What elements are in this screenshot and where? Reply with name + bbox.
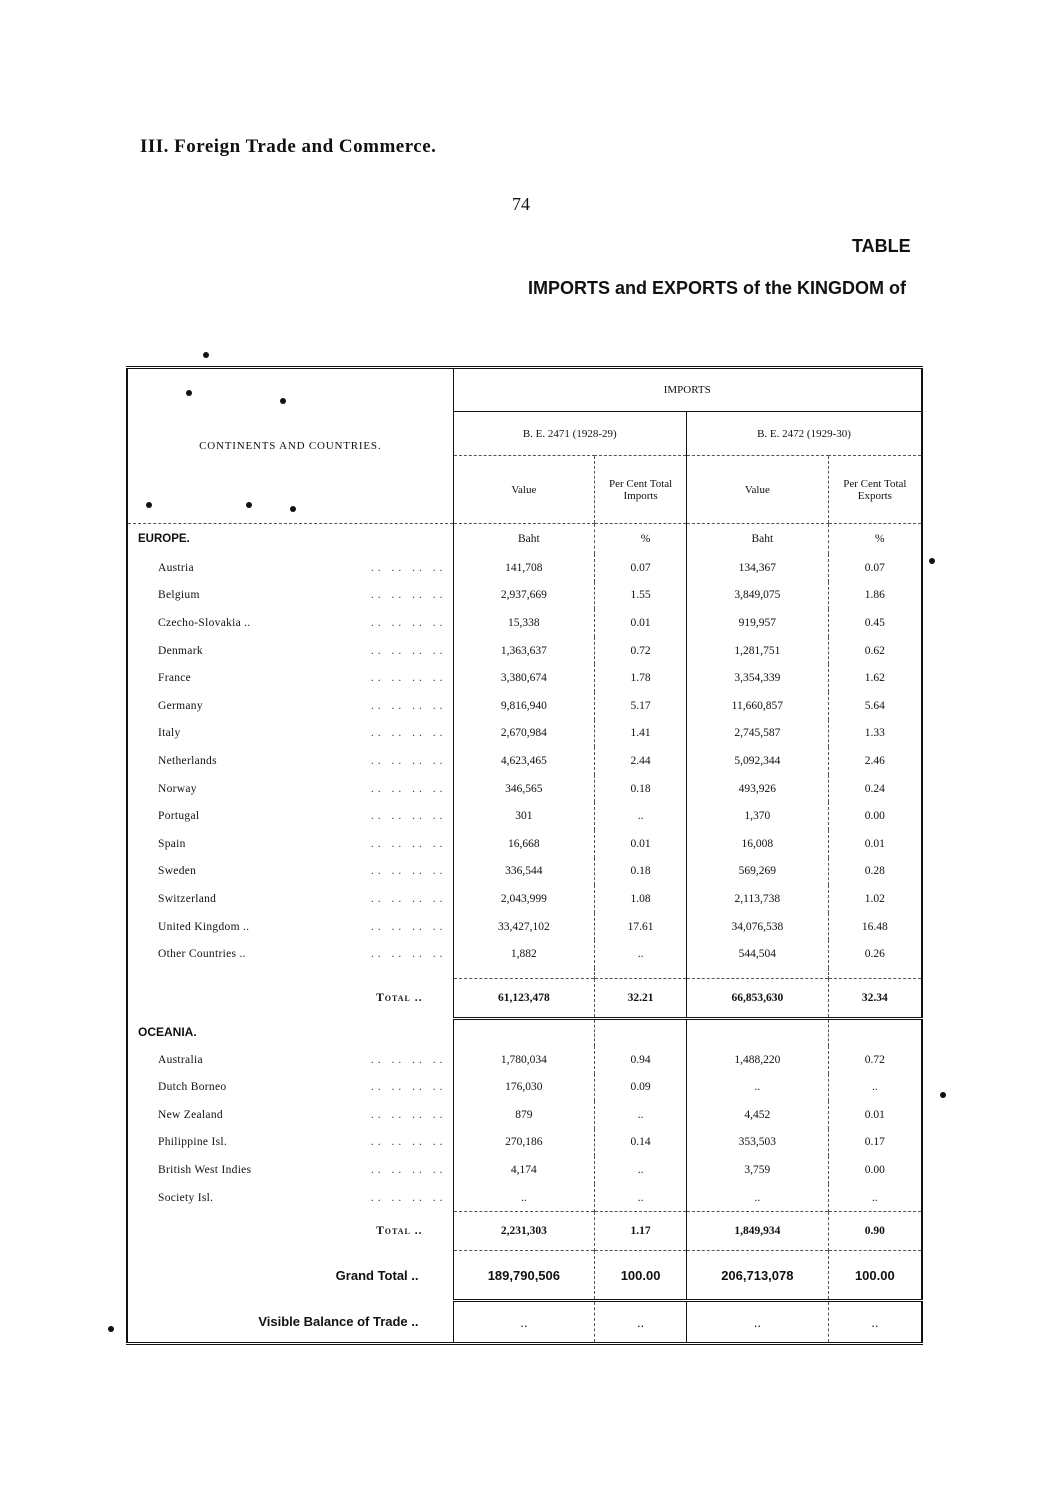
pct-cell: 0.72	[595, 637, 687, 665]
region-label-oceania: OCEANIA.	[138, 1025, 197, 1040]
country-name: Netherlands	[158, 754, 217, 767]
period-header-1929: B. E. 2472 (1929-30)	[686, 412, 922, 456]
table-row	[127, 1156, 922, 1184]
value-cell: 15,338	[453, 609, 595, 637]
country-name: Society Isl.	[158, 1191, 214, 1204]
table-row	[127, 775, 922, 803]
leader-dots: .. .. .. ..	[370, 561, 447, 574]
pct-cell: ..	[595, 1156, 687, 1184]
value-cell: 879	[453, 1101, 595, 1129]
value-cell: 1,488,220	[686, 1046, 828, 1074]
value-cell: 493,926	[686, 775, 828, 803]
table-row	[127, 858, 922, 886]
pct-cell: 0.07	[595, 554, 687, 582]
total-label: Total ..	[376, 992, 423, 1005]
pct-cell: 0.17	[828, 1129, 922, 1157]
country-name: Czecho-Slovakia ..	[158, 616, 251, 629]
value-cell: 919,957	[686, 609, 828, 637]
leader-dots: .. .. .. ..	[370, 837, 447, 850]
table-row	[127, 609, 922, 637]
unit-value-2: Baht	[686, 524, 828, 555]
value-cell: 2,113,738	[686, 885, 828, 913]
country-name: Austria	[158, 561, 194, 574]
pct-cell: 1.33	[828, 720, 922, 748]
value-cell: 3,354,339	[686, 664, 828, 692]
pct-cell: 100.00	[828, 1251, 922, 1301]
oceania-rows	[127, 1046, 922, 1212]
country-name: Sweden	[158, 865, 197, 878]
value-cell: 2,043,999	[453, 885, 595, 913]
leader-dots: .. .. .. ..	[370, 589, 447, 602]
leader-dots: .. .. .. ..	[370, 672, 447, 685]
value-cell: 66,853,630	[686, 978, 828, 1018]
value-cell: 5,092,344	[686, 747, 828, 775]
pct-cell: 0.14	[595, 1129, 687, 1157]
value-cell: 1,849,934	[686, 1212, 828, 1251]
country-name: Italy	[158, 727, 181, 740]
value-cell: ..	[686, 1184, 828, 1212]
pct-cell: 5.17	[595, 692, 687, 720]
pct-cell: ..	[595, 1101, 687, 1129]
pct-cell: 1.17	[595, 1212, 687, 1251]
pct-cell: 0.26	[828, 940, 922, 968]
value-cell: 33,427,102	[453, 913, 595, 941]
value-cell: 4,174	[453, 1156, 595, 1184]
total-label: Total ..	[376, 1225, 423, 1238]
pct-cell: ..	[595, 1184, 687, 1212]
value-cell: 3,849,075	[686, 582, 828, 610]
pct-cell: ..	[828, 1301, 922, 1344]
value-cell: 206,713,078	[686, 1251, 828, 1301]
value-cell: ..	[453, 1301, 595, 1344]
leader-dots: .. .. .. ..	[370, 1081, 447, 1094]
value-cell: 301	[453, 802, 595, 830]
oceania-total-row	[127, 1212, 922, 1251]
unit-pct-1: %	[595, 524, 687, 555]
pct-cell: 1.62	[828, 664, 922, 692]
pct-cell: 0.09	[595, 1074, 687, 1102]
pct-cell: 100.00	[595, 1251, 687, 1301]
pct-cell: 0.07	[828, 554, 922, 582]
table-row	[127, 885, 922, 913]
leader-dots: .. .. .. ..	[370, 1164, 447, 1177]
pct-cell: ..	[828, 1184, 922, 1212]
pct-cell: 1.55	[595, 582, 687, 610]
country-name: United Kingdom ..	[158, 920, 250, 933]
country-name: Belgium	[158, 589, 200, 602]
period-header-1928: B. E. 2471 (1928-29)	[453, 412, 686, 456]
pct-cell: 0.18	[595, 775, 687, 803]
country-name: New Zealand	[158, 1108, 223, 1121]
pct-cell: ..	[595, 940, 687, 968]
value-cell: 353,503	[686, 1129, 828, 1157]
leader-dots: .. .. .. ..	[370, 782, 447, 795]
pct-cell: 0.00	[828, 1156, 922, 1184]
value-cell: 2,231,303	[453, 1212, 595, 1251]
leader-dots: .. .. .. ..	[370, 1053, 447, 1066]
table-row	[127, 1046, 922, 1074]
pct-cell: 0.01	[828, 1101, 922, 1129]
unit-pct-2: %	[828, 524, 922, 555]
section-heading: III. Foreign Trade and Commerce.	[140, 136, 437, 157]
country-name: Portugal	[158, 810, 200, 823]
value-cell: 61,123,478	[453, 978, 595, 1018]
country-name: Australia	[158, 1053, 203, 1066]
leader-dots: .. .. .. ..	[370, 727, 447, 740]
value-cell: 1,780,034	[453, 1046, 595, 1074]
name-column-header: CONTINENTS AND COUNTRIES.	[127, 368, 453, 524]
leader-dots: .. .. .. ..	[370, 754, 447, 767]
value-cell: 34,076,538	[686, 913, 828, 941]
country-name: France	[158, 672, 192, 685]
scan-speck	[108, 1326, 114, 1332]
table-row	[127, 664, 922, 692]
region-label-europe: EUROPE.	[138, 533, 190, 545]
leader-dots: .. .. .. ..	[370, 865, 447, 878]
value-cell: 2,937,669	[453, 582, 595, 610]
pct-cell: 0.01	[828, 830, 922, 858]
scan-speck	[146, 502, 152, 508]
value-cell: 1,370	[686, 802, 828, 830]
visible-balance-label: Visible Balance of Trade ..	[258, 1314, 419, 1330]
value-cell: 569,269	[686, 858, 828, 886]
value-cell: 9,816,940	[453, 692, 595, 720]
table-row	[127, 720, 922, 748]
value-cell: 2,670,984	[453, 720, 595, 748]
leader-dots: .. .. .. ..	[370, 616, 447, 629]
europe-total-row	[127, 978, 922, 1018]
pct-cell: 1.41	[595, 720, 687, 748]
country-name: Other Countries ..	[158, 948, 246, 961]
pct-cell: 0.62	[828, 637, 922, 665]
leader-dots: .. .. .. ..	[370, 948, 447, 961]
scan-speck	[280, 398, 286, 404]
leader-dots: .. .. .. ..	[370, 1136, 447, 1149]
pct-cell: 2.46	[828, 747, 922, 775]
pct-header-1: Per Cent Total Imports	[595, 456, 687, 524]
table-row	[127, 637, 922, 665]
pct-cell: 1.02	[828, 885, 922, 913]
value-cell: 3,759	[686, 1156, 828, 1184]
country-name: Germany	[158, 699, 203, 712]
unit-value-1: Baht	[453, 524, 595, 555]
scan-speck	[940, 1092, 946, 1098]
pct-cell: 0.18	[595, 858, 687, 886]
value-cell: 544,504	[686, 940, 828, 968]
value-cell: 2,745,587	[686, 720, 828, 748]
trade-table	[126, 366, 923, 1345]
value-cell: 270,186	[453, 1129, 595, 1157]
value-cell: 176,030	[453, 1074, 595, 1102]
scan-speck	[929, 558, 935, 564]
leader-dots: .. .. .. ..	[370, 892, 447, 905]
page-number: 74	[512, 194, 530, 214]
pct-cell: 0.28	[828, 858, 922, 886]
pct-cell: 17.61	[595, 913, 687, 941]
table-row	[127, 1129, 922, 1157]
table-row	[127, 830, 922, 858]
value-header-1: Value	[453, 456, 595, 524]
pct-cell: 1.86	[828, 582, 922, 610]
pct-cell: 0.94	[595, 1046, 687, 1074]
value-cell: 141,708	[453, 554, 595, 582]
pct-cell: 0.01	[595, 830, 687, 858]
country-name: Norway	[158, 782, 197, 795]
table-row	[127, 692, 922, 720]
value-cell: 16,668	[453, 830, 595, 858]
pct-cell: 0.90	[828, 1212, 922, 1251]
country-name: Spain	[158, 837, 186, 850]
visible-balance-row	[127, 1301, 922, 1344]
scan-speck	[203, 352, 209, 358]
pct-cell: ..	[595, 1301, 687, 1344]
country-name: Philippine Isl.	[158, 1136, 228, 1149]
grand-total-label: Grand Total ..	[335, 1268, 419, 1284]
pct-cell: 0.45	[828, 609, 922, 637]
value-cell: 134,367	[686, 554, 828, 582]
table-row	[127, 940, 922, 968]
value-cell: 11,660,857	[686, 692, 828, 720]
country-name: British West Indies	[158, 1164, 252, 1177]
table-row	[127, 1074, 922, 1102]
table-row	[127, 747, 922, 775]
leader-dots: .. .. .. ..	[370, 699, 447, 712]
value-cell: 189,790,506	[453, 1251, 595, 1301]
table-title: IMPORTS and EXPORTS of the KINGDOM of	[528, 278, 906, 298]
pct-cell: 0.01	[595, 609, 687, 637]
pct-cell: 0.00	[828, 802, 922, 830]
scan-speck	[290, 506, 296, 512]
value-cell: 4,452	[686, 1101, 828, 1129]
value-cell: ..	[453, 1184, 595, 1212]
leader-dots: .. .. .. ..	[370, 1108, 447, 1121]
value-cell: 336,544	[453, 858, 595, 886]
value-cell: 1,882	[453, 940, 595, 968]
value-header-2: Value	[686, 456, 828, 524]
pct-cell: 0.72	[828, 1046, 922, 1074]
pct-cell: 1.78	[595, 664, 687, 692]
leader-dots: .. .. .. ..	[370, 644, 447, 657]
table-row	[127, 554, 922, 582]
pct-cell: 5.64	[828, 692, 922, 720]
pct-cell: 32.21	[595, 978, 687, 1018]
europe-rows	[127, 554, 922, 968]
value-cell: 1,363,637	[453, 637, 595, 665]
scan-speck	[186, 390, 192, 396]
pct-cell: 16.48	[828, 913, 922, 941]
value-cell: ..	[686, 1074, 828, 1102]
value-cell: 346,565	[453, 775, 595, 803]
scan-speck	[246, 502, 252, 508]
country-name: Dutch Borneo	[158, 1081, 227, 1094]
table-row	[127, 582, 922, 610]
leader-dots: .. .. .. ..	[370, 920, 447, 933]
pct-cell: 2.44	[595, 747, 687, 775]
value-cell: 16,008	[686, 830, 828, 858]
table-row	[127, 913, 922, 941]
pct-cell: 1.08	[595, 885, 687, 913]
pct-cell: 0.24	[828, 775, 922, 803]
pct-cell: ..	[595, 802, 687, 830]
imports-header: IMPORTS	[453, 368, 922, 412]
leader-dots: .. .. .. ..	[370, 810, 447, 823]
table-row	[127, 802, 922, 830]
pct-cell: 32.34	[828, 978, 922, 1018]
value-cell: ..	[686, 1301, 828, 1344]
country-name: Switzerland	[158, 892, 217, 905]
value-cell: 3,380,674	[453, 664, 595, 692]
value-cell: 1,281,751	[686, 637, 828, 665]
country-name: Denmark	[158, 644, 203, 657]
table-row	[127, 1184, 922, 1212]
grand-total-row	[127, 1251, 922, 1301]
table-row	[127, 1101, 922, 1129]
table-label: TABLE	[852, 236, 911, 256]
leader-dots: .. .. .. ..	[370, 1191, 447, 1204]
pct-header-2: Per Cent Total Exports	[828, 456, 922, 524]
pct-cell: ..	[828, 1074, 922, 1102]
value-cell: 4,623,465	[453, 747, 595, 775]
